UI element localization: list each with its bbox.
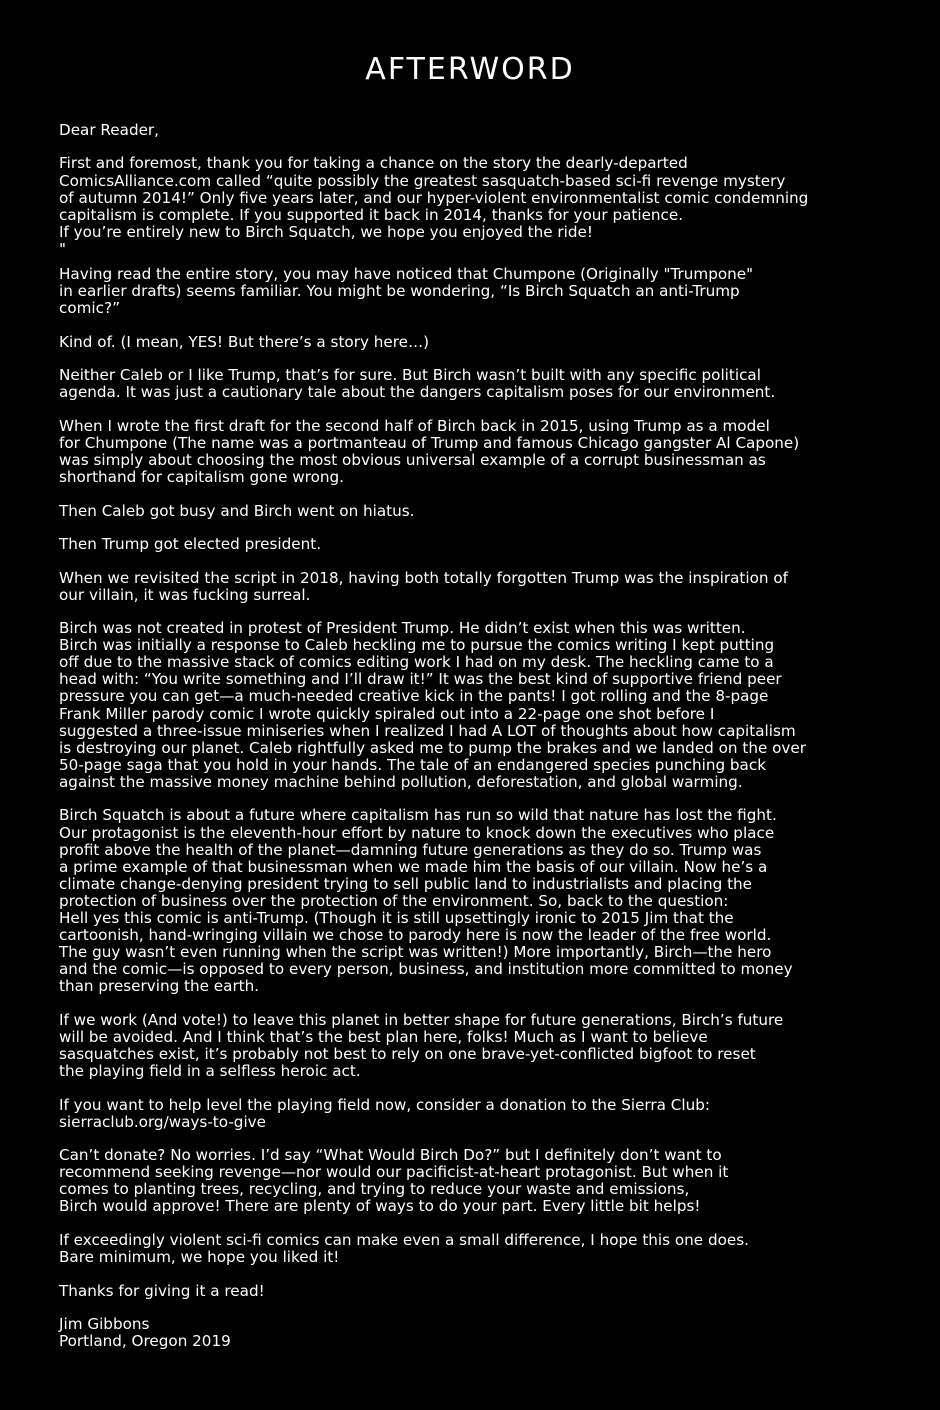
- letter-body: [59, 122, 899, 1350]
- paragraph: Then Caleb got busy and Birch went on hiatus.: [59, 501, 415, 520]
- paragraph: Birch was not created in protest of President Trump. He didn’t exist when this was written. Birch was initially a response to Caleb heckling me to pursue the comics writing I kept putting off due to the massive stack of comics editing work I had on my desk. The heckling came to a head with: “You write something and I’ll draw it!” It was the best kind of supportive friend peer pressure you can get—a much-needed creative kick in the pants! I got rolling and the 8-page Frank Miller parody comic I wrote quickly spiraled out into a 22-page one shot before I suggested a three-issue miniseries when I realized I had A LOT of thoughts about how capitalism is destroying our planet. Caleb rightfully asked me to pump the brakes and we landed on the over 50-page saga that you hold in your hands. The tale of an endangered species punching back against the massive money machine behind pollution, deforestation, and global warming.: [59, 619, 807, 791]
- page-title: AFTERWORD: [365, 52, 575, 87]
- paragraph: Kind of. (I mean, YES! But there’s a story here…): [59, 332, 430, 351]
- paragraph: If we work (And vote!) to leave this planet in better shape for future generations, Birch’s future will be avoided. And I think that’s the best plan here, folks! Much as I want to believe sasquatches exist, it’s probably not best to rely on one brave-yet-conflicted bigfoot to reset the playing field in a selfless heroic act.: [59, 1010, 784, 1081]
- paragraph: If exceedingly violent sci-fi comics can make even a small difference, I hope this one does. Bare minimum, we hope you liked it!: [59, 1230, 749, 1267]
- paragraph: Thanks for giving it a read!: [59, 1281, 265, 1300]
- paragraph: Birch Squatch is about a future where capitalism has run so wild that nature has lost the fight. Our protagonist is the eleventh-hour effort by nature to knock down the executives who place profit above the health of the planet—damning future generations as they do so. Trump was a prime example of that businessman when we made him the basis of our villain. Now he’s a climate change-denying president trying to sell public land to industrialists and placing the protection of business over the protection of the environment. So, back to the question: Hell yes this comic is anti-Trump. (Though it is still upsettingly ironic to 2015 Jim that the cartoonish, hand-wringing villain we chose to parody here is now the leader of the free world. The guy wasn’t even running when the script was written!) More importantly, Birch—the hero and the comic—is opposed to every person, business, and institution more committed to money than preserving the earth.: [59, 806, 793, 996]
- paragraph: If you want to help level the playing field now, consider a donation to the Sierra Club: sierraclub.org/ways-to-give: [59, 1095, 710, 1131]
- paragraph: Then Trump got elected president.: [59, 535, 322, 554]
- paragraph: First and foremost, thank you for taking a chance on the story the dearly-departed ComicsAlliance.com called “quite possibly the greatest sasquatch-based sci-fi revenge mystery of autumn 2014!” Only five years later, and our hyper-violent environmentalist comic condemning capitalism is complete. If you supported it back in 2014, thanks for your patience. If you’re entirely new to Birch Squatch, we hope you enjoyed the ride! ": [59, 154, 809, 258]
- paragraph: When we revisited the script in 2018, having both totally forgotten Trump was the inspiration of our villain, it was fucking surreal.: [59, 568, 788, 604]
- paragraph: When I wrote the first draft for the second half of Birch back in 2015, using Trump as a model for Chumpone (The name was a portmanteau of Trump and famous Chicago gangster Al Capone) was simply about choosing the most obvious universal example of a corrupt businessman as shorthand for capitalism gone wrong.: [59, 416, 800, 487]
- paragraph: Neither Caleb or I like Trump, that’s for sure. But Birch wasn’t built with any specific political agenda. It was just a cautionary tale about the dangers capitalism poses for our environment.: [59, 366, 776, 402]
- salutation: Dear Reader,: [59, 121, 159, 139]
- signature-location: Portland, Oregon 2019: [59, 1332, 231, 1351]
- paragraph: Having read the entire story, you may have noticed that Chumpone (Originally "Trumpone" in earlier drafts) seems familiar. You might be wondering, “Is Birch Squatch an anti-Trump comic?”: [59, 265, 754, 318]
- paragraph: Can’t donate? No worries. I’d say “What Would Birch Do?” but I definitely don’t want to recommend seeking revenge—nor would our pacificist-at-heart protagonist. But when it comes to planting trees, recycling, and trying to reduce your waste and emissions, Birch would approve! There are plenty of ways to do your part. Every little bit helps!: [59, 1146, 729, 1216]
- signature-name: Jim Gibbons: [59, 1315, 150, 1334]
